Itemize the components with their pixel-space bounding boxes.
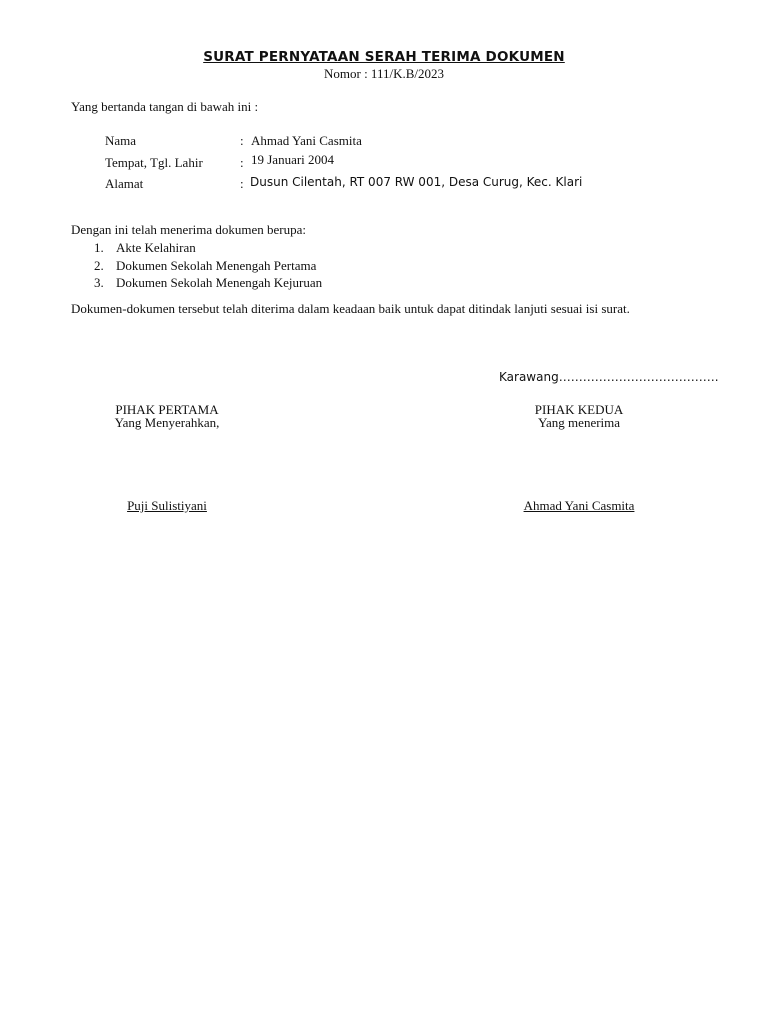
- identity-value-address: Dusun Cilentah, RT 007 RW 001, Desa Curug, Kec. Klari: [250, 175, 583, 189]
- list-item: Dokumen Sekolah Menengah Kejuruan: [116, 275, 323, 290]
- place-date: Karawang………………………………….: [499, 370, 719, 384]
- identity-sep: :: [240, 155, 244, 170]
- intro-text: Yang bertanda tangan di bawah ini :: [71, 99, 259, 114]
- second-party-role: Yang menerima: [537, 415, 621, 430]
- list-item: Dokumen Sekolah Menengah Pertama: [116, 258, 317, 273]
- list-item-number: 1.: [94, 240, 104, 255]
- second-party-title: PIHAK KEDUA: [534, 402, 624, 417]
- first-party-title: PIHAK PERTAMA: [115, 402, 219, 417]
- first-party-role: Yang Menyerahkan,: [114, 415, 220, 430]
- list-item-number: 3.: [94, 275, 104, 290]
- identity-sep: :: [240, 133, 244, 148]
- identity-label-name: Nama: [105, 133, 137, 148]
- documents-intro: Dengan ini telah menerima dokumen berupa:: [71, 222, 307, 237]
- identity-label-address: Alamat: [105, 176, 144, 191]
- first-party-signatory: Puji Sulistiyani: [127, 498, 207, 513]
- identity-value-name: Ahmad Yani Casmita: [251, 133, 362, 148]
- document-number: Nomor : 111/K.B/2023: [323, 66, 444, 81]
- statement-text: Dokumen-dokumen tersebut telah diterima dalam keadaan baik untuk dapat ditindak lanjuti sesuai isi surat.: [71, 301, 630, 316]
- identity-label-birth: Tempat, Tgl. Lahir: [105, 155, 203, 170]
- identity-value-birth: 19 Januari 2004: [251, 152, 335, 167]
- document-title: SURAT PERNYATAAN SERAH TERIMA DOKUMEN: [203, 49, 565, 65]
- identity-sep: :: [240, 176, 244, 191]
- list-item: Akte Kelahiran: [116, 240, 196, 255]
- second-party-signatory: Ahmad Yani Casmita: [523, 498, 635, 513]
- list-item-number: 2.: [94, 258, 104, 273]
